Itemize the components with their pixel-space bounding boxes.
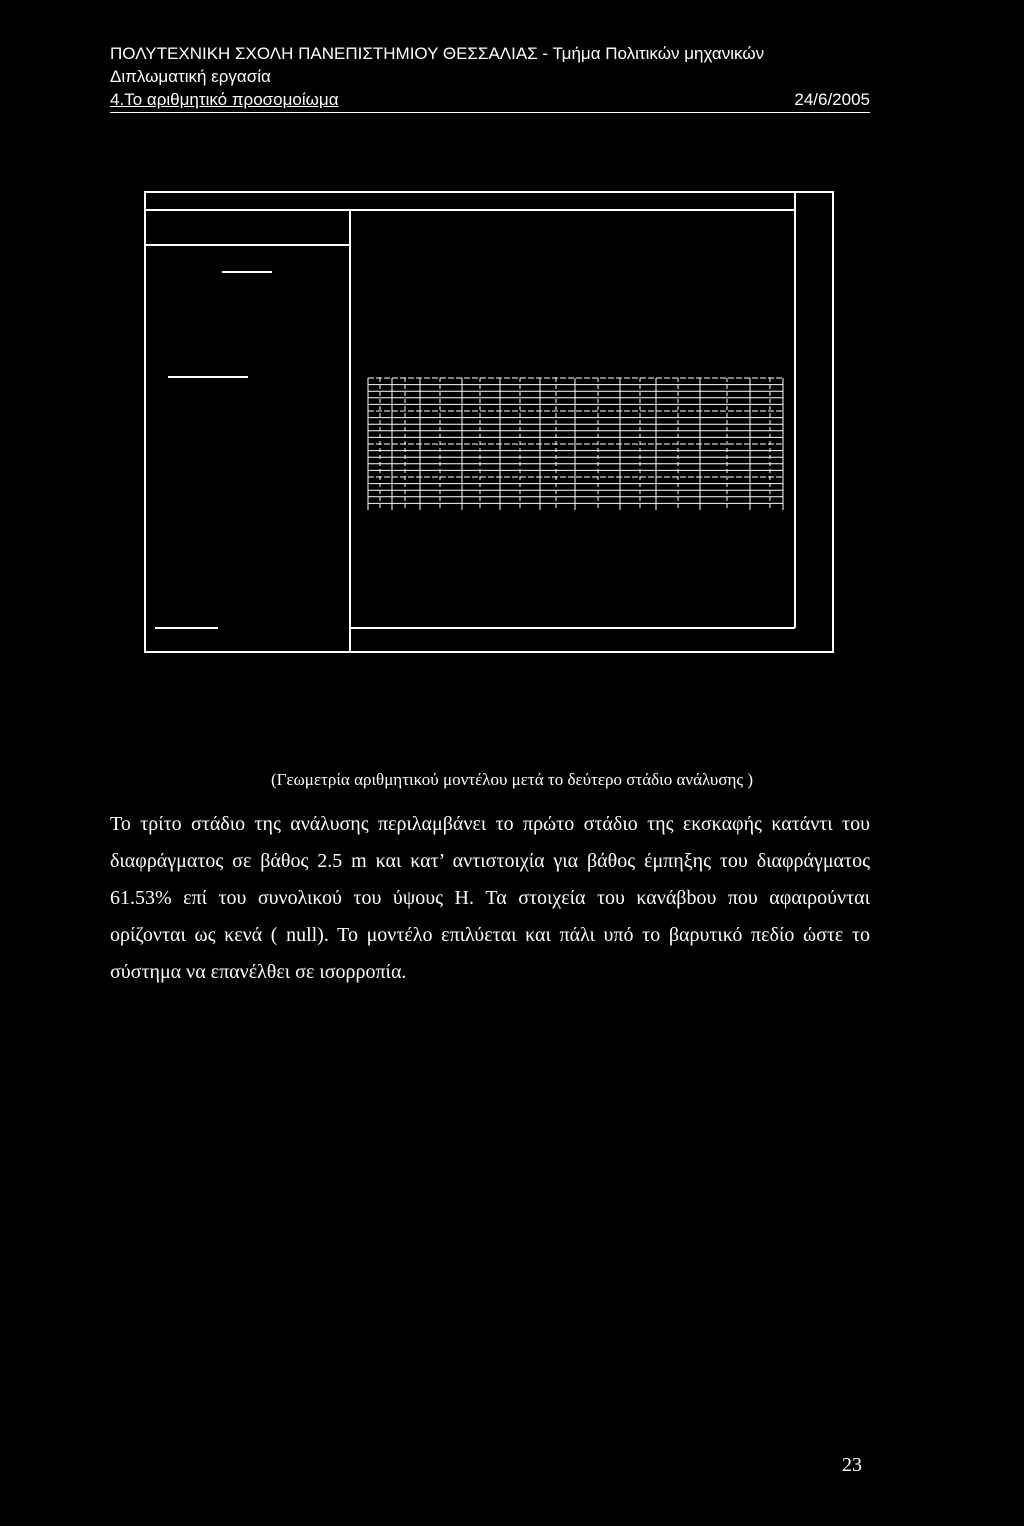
body-text: Το τρίτο στάδιο της ανάλυσης περιλαμβάνει το πρώτο στάδιο της εκσκαφής κατάντι του διαφράγματος σε βάθος 2.5 m και κατ’ αντιστοιχία για βάθος έμπηξης του διαφράγματος 61.53% επί του συνολικού του ύψους H. Τα στοιχεία του κανάβbου που αφαιρούνται ορίζονται ως κενά ( null). Το μοντέλο επιλύεται και πάλι υπό το βαρυτικό πεδίο ώστε το σύστημα να επανέλθει σε ισορροπία. xyxy=(110,813,870,983)
body-paragraph xyxy=(110,806,870,991)
header-institution: ΠΟΛΥΤΕΧΝΙΚΗ ΣΧΟΛΗ ΠΑΝΕΠΙΣΤΗΜΙΟΥ ΘΕΣΣΑΛΙΑΣ - Τμήμα Πολιτικών μηχανικών xyxy=(110,44,765,63)
model-outline xyxy=(145,192,833,652)
page-number: 23 xyxy=(842,1454,862,1476)
header-chapter-title: 4.Το αριθμητικό προσομοίωμα xyxy=(110,90,339,109)
outer-boundary xyxy=(145,192,833,652)
model-geometry-figure xyxy=(0,0,1024,700)
header-thesis: Διπλωματική εργασία xyxy=(110,67,271,86)
mesh-grid xyxy=(368,378,783,510)
figure-caption: (Γεωμετρία αριθμητικού μοντέλου μετά το δεύτερο στάδιο ανάλυσης ) xyxy=(270,770,754,789)
header-date: 24/6/2005 xyxy=(794,90,870,109)
